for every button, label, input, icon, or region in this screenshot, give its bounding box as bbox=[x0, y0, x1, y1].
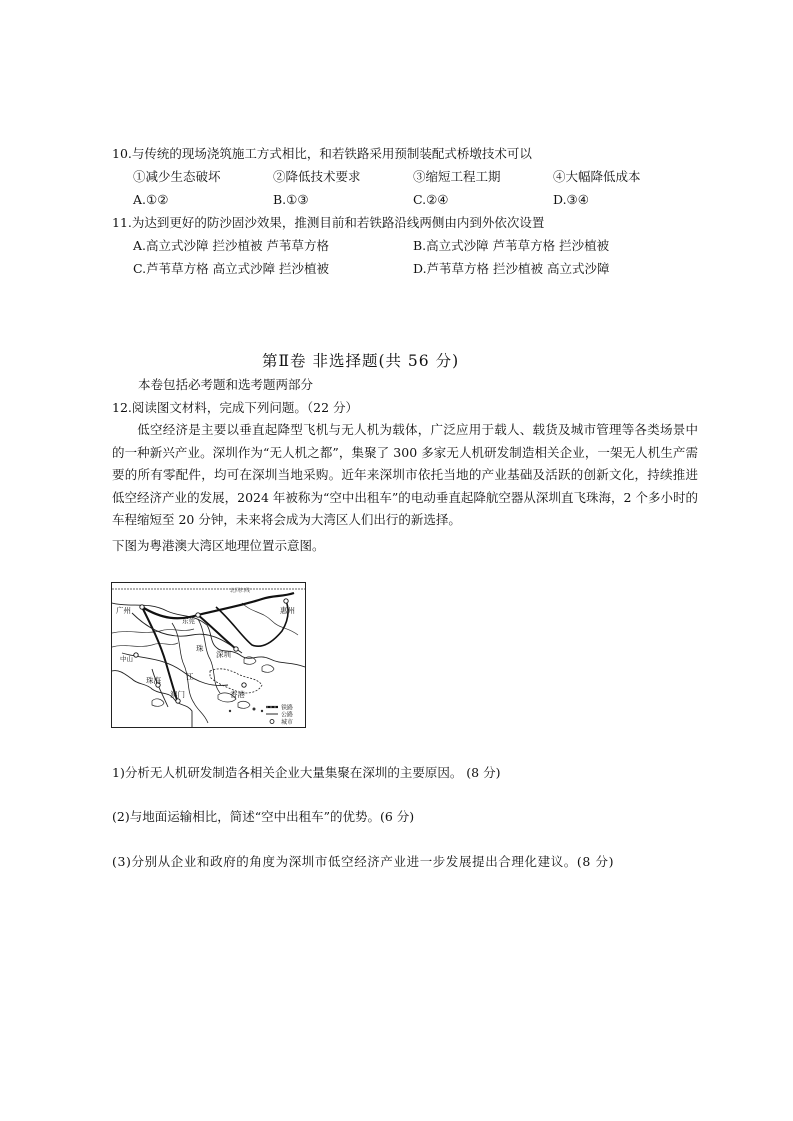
q10-option-a: A.①② bbox=[133, 192, 169, 207]
map-label-zhu: 珠 bbox=[196, 644, 204, 653]
greater-bay-area-map bbox=[111, 582, 306, 728]
q11-option-a: A.高立式沙障 拦沙植被 芦苇草方格 bbox=[133, 238, 329, 253]
q11-option-d: D.芦苇草方格 拦沙植被 高立式沙障 bbox=[413, 261, 610, 276]
map-label-zhongshan: 中山 bbox=[120, 655, 133, 663]
map-label-jiang: 江 bbox=[186, 672, 194, 681]
map-label-huizhou: 惠州 bbox=[280, 606, 295, 615]
map-tropic-label: 北回归线 bbox=[230, 588, 251, 594]
q10-item-2: ②降低技术要求 bbox=[273, 169, 361, 184]
legend-railway: 铁路 bbox=[281, 704, 294, 712]
q12-paragraph: 低空经济是主要以垂直起降型飞机与无人机为载体，广泛应用于载人、载货及城市管理等各类场景中的一种新兴产业。深圳作为“无人机之都”，集聚了 300 多家无人机研发制造相关企业，一架无人机生产需要的所有零配件，均可在深圳当地采购。近年来深圳市依托当地的产业基础及活跃的创新文化，持续推进低空经济产业的发展，2024 年被称为“空中出租车”的电动垂直起降航空器从深圳直飞珠海，2 个多小时的车程缩短至 20 分钟，未来将会成为大湾区人们出行的新选择。 bbox=[112, 422, 698, 527]
map-label-macau: 澳门 bbox=[170, 690, 185, 699]
q11-stem: 11.为达到更好的防沙固沙效果，推测目前和若铁路沿线两侧由内到外依次设置 bbox=[112, 215, 545, 230]
q12-subquestion-2: (2)与地面运输相比，简述“空中出租车”的优势。(6 分) bbox=[112, 809, 415, 824]
section-title: 第Ⅱ卷 非选择题(共 56 分) bbox=[262, 352, 460, 370]
q12-stem: 12.阅读图文材料，完成下列问题。（22 分） bbox=[112, 400, 359, 415]
map-label-hongkong: 香港 bbox=[230, 690, 245, 699]
legend-highway: 公路 bbox=[281, 711, 294, 719]
q12-subquestion-1: 1)分析无人机研发制造各相关企业大量集聚在深圳的主要原因。 (8 分) bbox=[112, 765, 501, 780]
q12-subquestion-3: (3)分别从企业和政府的角度为深圳市低空经济产业进一步发展提出合理化建议。(8 分) bbox=[112, 854, 615, 869]
q10-stem: 10.与传统的现场浇筑施工方式相比，和若铁路采用预制装配式桥墩技术可以 bbox=[112, 146, 532, 161]
q10-option-d: D.③④ bbox=[553, 192, 589, 207]
q10-item-3: ③缩短工程工期 bbox=[413, 169, 501, 184]
q10-option-b: B.①③ bbox=[273, 192, 309, 207]
section-note: 本卷包括必考题和选考题两部分 bbox=[138, 377, 314, 392]
q10-item-4: ④大幅降低成本 bbox=[553, 169, 641, 184]
q10-option-c: C.②④ bbox=[413, 192, 449, 207]
q10-item-1: ①减少生态破坏 bbox=[133, 169, 221, 184]
legend-city: 城市 bbox=[281, 719, 294, 726]
q11-option-c: C.芦苇草方格 高立式沙障 拦沙植被 bbox=[133, 261, 330, 276]
map-legend bbox=[264, 701, 304, 727]
q12-material bbox=[112, 419, 698, 532]
q11-option-b: B.高立式沙障 芦苇草方格 拦沙植被 bbox=[413, 238, 610, 253]
map-label-guangzhou: 广州 bbox=[116, 606, 131, 615]
map-label-shenzhen: 深圳 bbox=[216, 650, 231, 659]
map-label-dongguan: 东莞 bbox=[182, 617, 195, 625]
map-label-zhuhai: 珠海 bbox=[146, 676, 161, 685]
q12-map-caption: 下图为粤港澳大湾区地理位置示意图。 bbox=[112, 538, 325, 553]
